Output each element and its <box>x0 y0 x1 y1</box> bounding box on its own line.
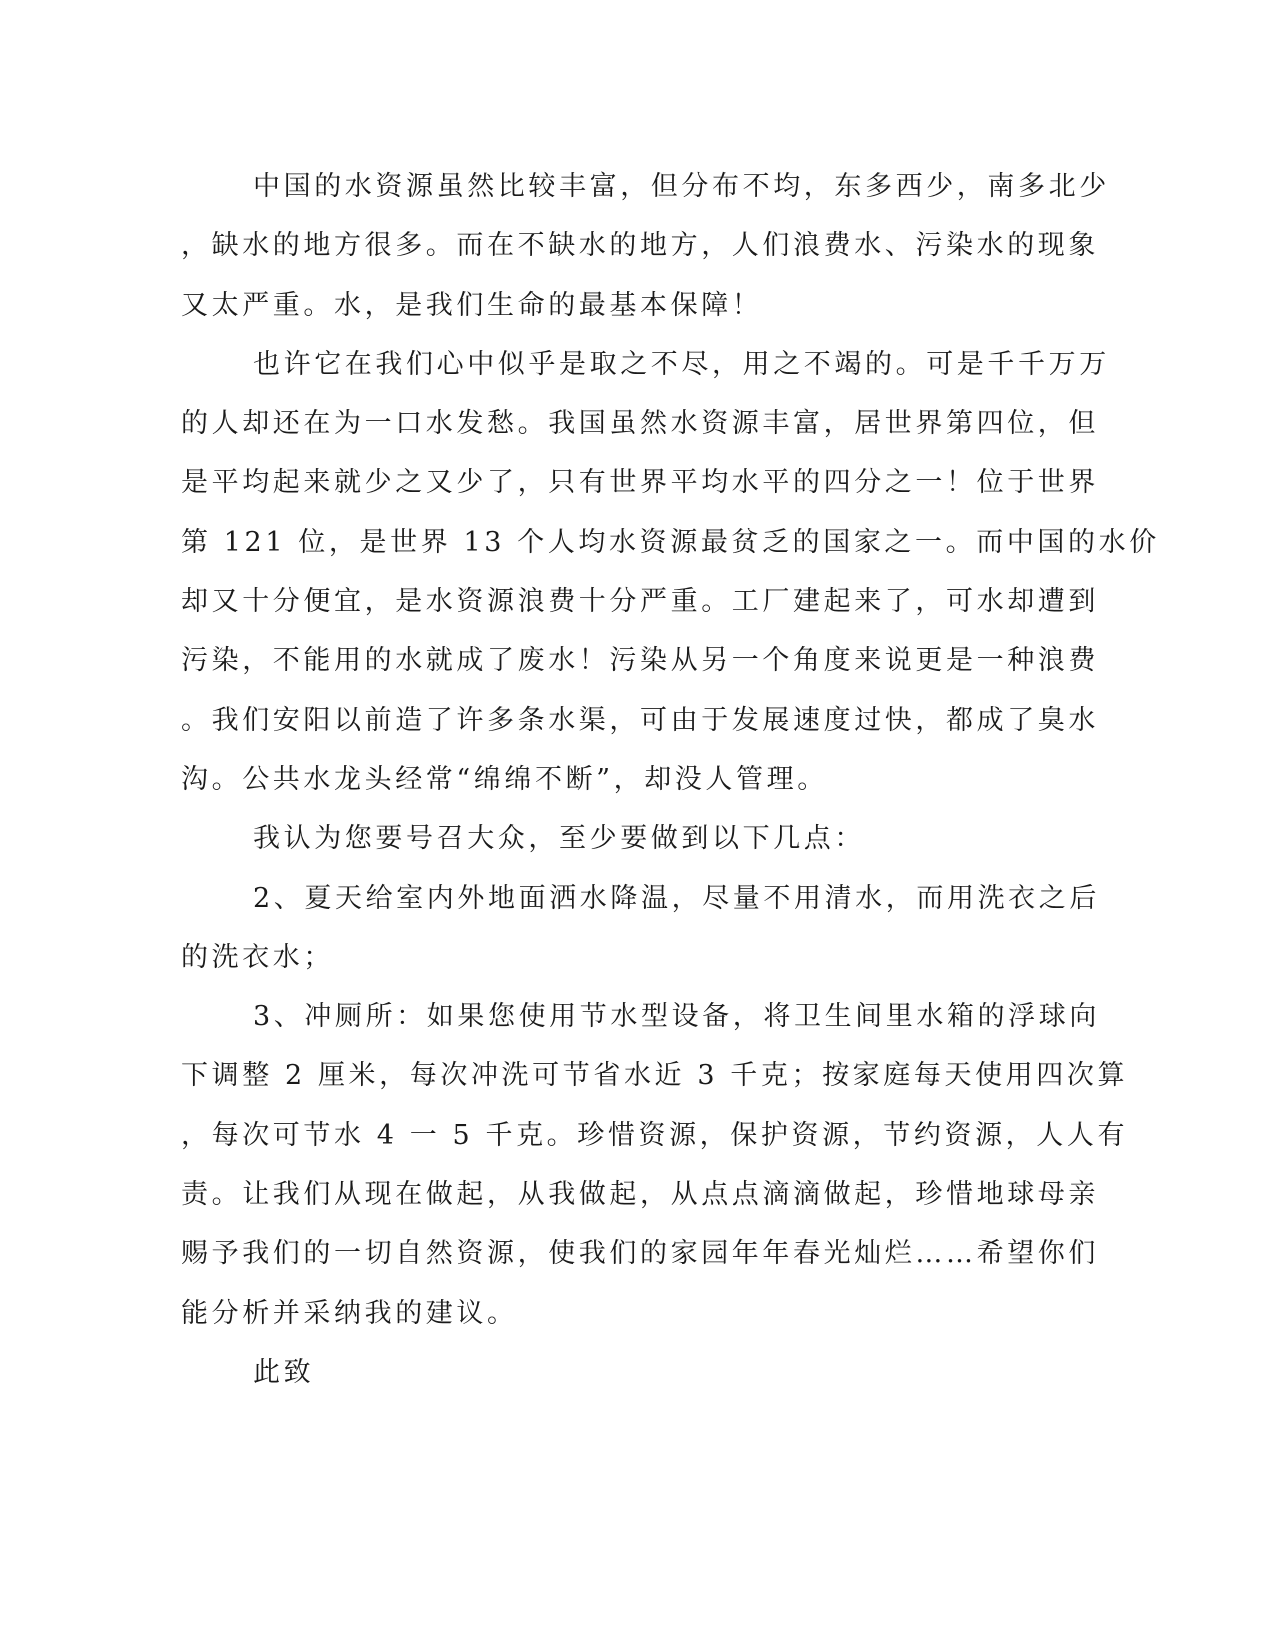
text-line: 。我们安阳以前造了许多条水渠，可由于发展速度过快，都成了臭水 <box>181 704 1099 736</box>
text-line: 能分析并采纳我的建议。 <box>181 1297 518 1329</box>
text-line: 责。让我们从现在做起，从我做起，从点点滴滴做起，珍惜地球母亲 <box>181 1179 1099 1211</box>
text-line: 我认为您要号召大众，至少要做到以下几点： <box>253 823 865 855</box>
text-line: ，缺水的地方很多。而在不缺水的地方，人们浪费水、污染水的现象 <box>181 230 1099 262</box>
text-line: ，每次可节水 4 一 5 千克。珍惜资源，保护资源，节约资源，人人有 <box>181 1119 1129 1151</box>
text-line: 却又十分便宜，是水资源浪费十分严重。工厂建起来了，可水却遭到 <box>181 586 1099 618</box>
text-line: 又太严重。水，是我们生命的最基本保障！ <box>181 289 763 321</box>
text-line: 中国的水资源虽然比较丰富，但分布不均，东多西少，南多北少 <box>253 171 1110 202</box>
text-line: 2、夏天给室内外地面洒水降温，尽量不用清水，而用洗衣之后 <box>253 882 1100 914</box>
text-line: 此致 <box>253 1356 315 1388</box>
text-line: 也许它在我们心中似乎是取之不尽，用之不竭的。可是千千万万 <box>253 348 1110 380</box>
text-line: 的洗衣水； <box>181 941 334 973</box>
text-line: 沟。公共水龙头经常“绵绵不断”，却没人管理。 <box>181 763 828 795</box>
text-line: 是平均起来就少之又少了，只有世界平均水平的四分之一！位于世界 <box>181 467 1099 499</box>
document-body <box>181 157 1160 1402</box>
text-line: 赐予我们的一切自然资源，使我们的家园年年春光灿烂……希望你们 <box>181 1238 1099 1270</box>
text-line: 的人却还在为一口水发愁。我国虽然水资源丰富，居世界第四位，但 <box>181 408 1099 440</box>
text-line: 下调整 2 厘米，每次冲洗可节省水近 3 千克；按家庭每天使用四次算 <box>181 1060 1129 1092</box>
text-line: 第 121 位，是世界 13 个人均水资源最贫乏的国家之一。而中国的水价 <box>181 526 1160 558</box>
text-line: 3、冲厕所：如果您使用节水型设备，将卫生间里水箱的浮球向 <box>253 1001 1100 1033</box>
text-line: 污染，不能用的水就成了废水！污染从另一个角度来说更是一种浪费 <box>181 645 1099 677</box>
